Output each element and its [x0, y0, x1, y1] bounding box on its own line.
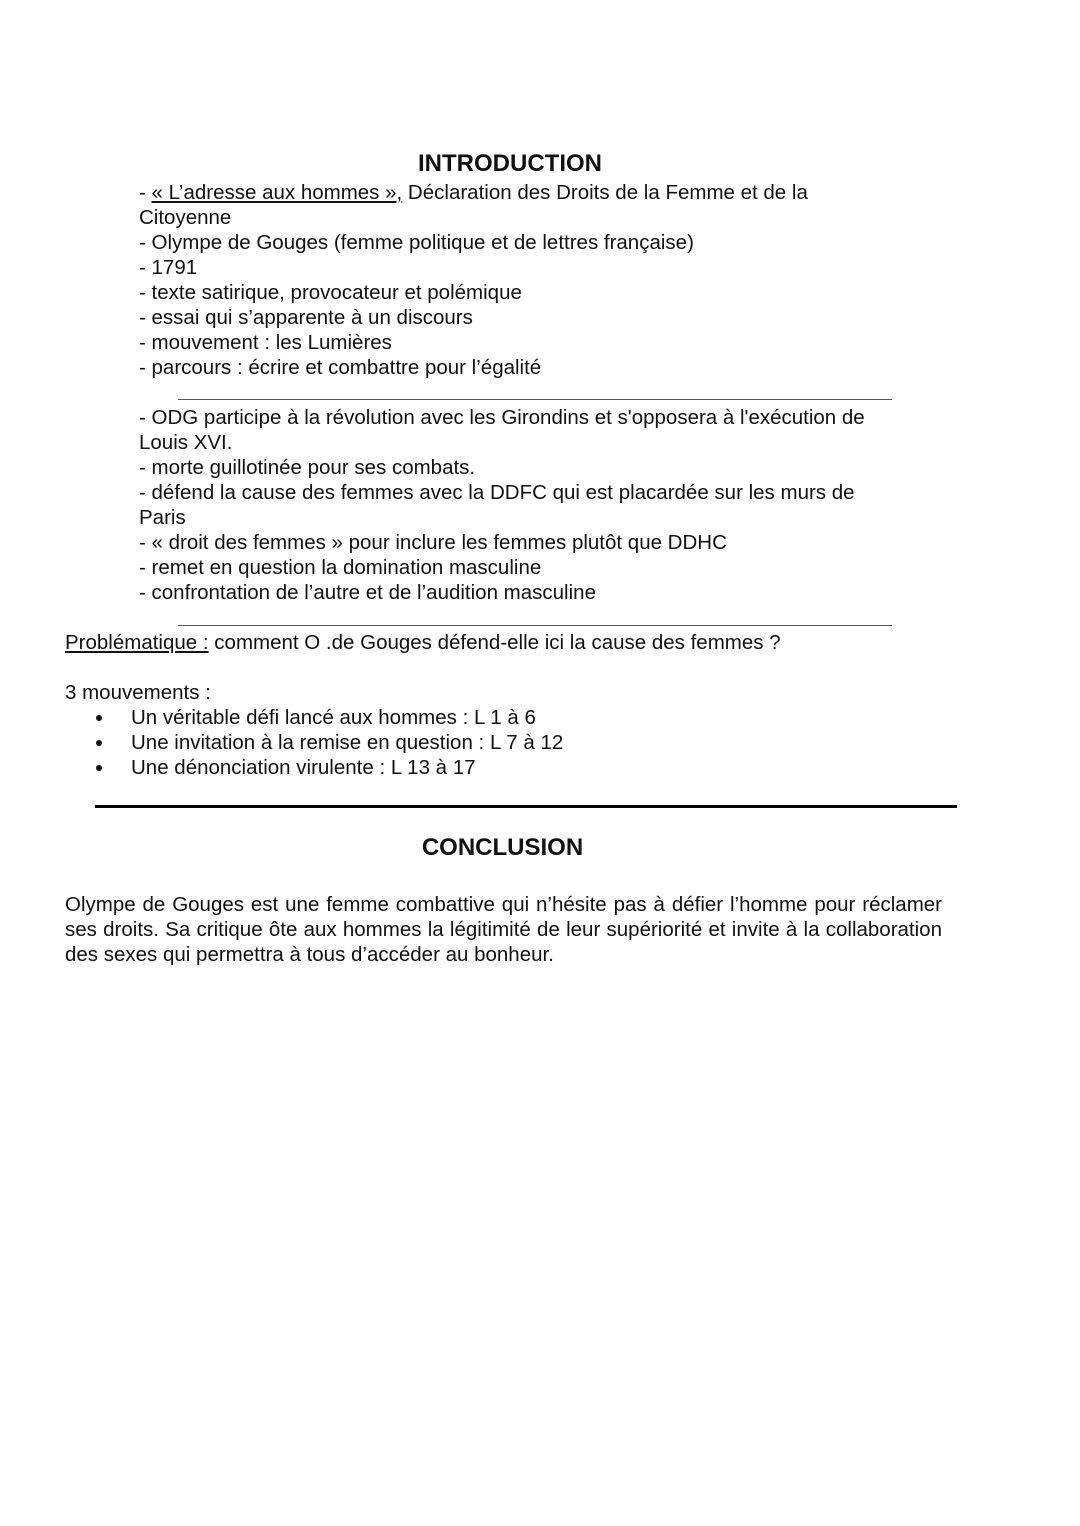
introduction-context: [139, 405, 929, 605]
mouvements-list: [96, 705, 563, 780]
intro-source-rest: Déclaration des Droits de la Femme et de la: [402, 181, 808, 204]
context-line: - confrontation de l’autre et de l’audition masculine: [139, 581, 596, 604]
intro-item: - essai qui s’apparente à un discours: [139, 306, 473, 329]
list-item: [96, 705, 563, 730]
intro-item: - parcours : écrire et combattre pour l’égalité: [139, 356, 542, 379]
list-item: [96, 755, 563, 780]
divider: [178, 399, 892, 400]
conclusion-text: Olympe de Gouges est une femme combattive qui n’hésite pas à défier l’homme pour réclamer ses droits. Sa critique ôte aux hommes la légitimité de leur supériorité et invite à la collaboration des sexes qui permettra à tous d’accéder au bonheur.: [65, 893, 942, 966]
mouvements-heading: 3 mouvements :: [65, 681, 211, 704]
bullet-icon: [96, 765, 102, 771]
intro-source-continuation: Citoyenne: [139, 206, 232, 229]
introduction-facts: [139, 180, 929, 380]
context-line: - ODG participe à la révolution avec les Girondins et s'opposera à l'exécution de: [139, 406, 865, 429]
intro-source-title: « L’adresse aux hommes »,: [151, 181, 403, 204]
mouvement-text: Une dénonciation virulente : L 13 à 17: [131, 756, 476, 779]
intro-line-source: [139, 180, 929, 205]
bullet-icon: [96, 715, 102, 721]
mouvement-text: Un véritable défi lancé aux hommes : L 1 à 6: [131, 706, 536, 729]
context-line: - « droit des femmes » pour inclure les femmes plutôt que DDHC: [139, 531, 727, 554]
intro-item: - Olympe de Gouges (femme politique et de lettres française): [139, 231, 694, 254]
context-line: - morte guillotinée pour ses combats.: [139, 456, 476, 479]
context-line: Paris: [139, 506, 186, 529]
introduction-title: INTRODUCTION: [418, 150, 602, 177]
intro-item: - texte satirique, provocateur et polémique: [139, 281, 522, 304]
problematique: [65, 630, 781, 655]
divider: [178, 625, 892, 626]
section-divider: [95, 805, 957, 808]
context-line: - défend la cause des femmes avec la DDFC qui est placardée sur les murs de: [139, 481, 855, 504]
problematique-text: comment O .de Gouges défend-elle ici la cause des femmes ?: [208, 631, 781, 654]
context-line: Louis XVI.: [139, 431, 233, 454]
context-line: - remet en question la domination masculine: [139, 556, 542, 579]
mouvement-text: Une invitation à la remise en question : L 7 à 12: [131, 731, 564, 754]
list-item: [96, 730, 563, 755]
bullet-icon: [96, 740, 102, 746]
problematique-label: Problématique :: [65, 631, 209, 654]
intro-item: - mouvement : les Lumières: [139, 331, 392, 354]
intro-item: - 1791: [139, 256, 198, 279]
intro-dash: -: [139, 181, 152, 204]
conclusion-title: CONCLUSION: [421, 834, 584, 861]
